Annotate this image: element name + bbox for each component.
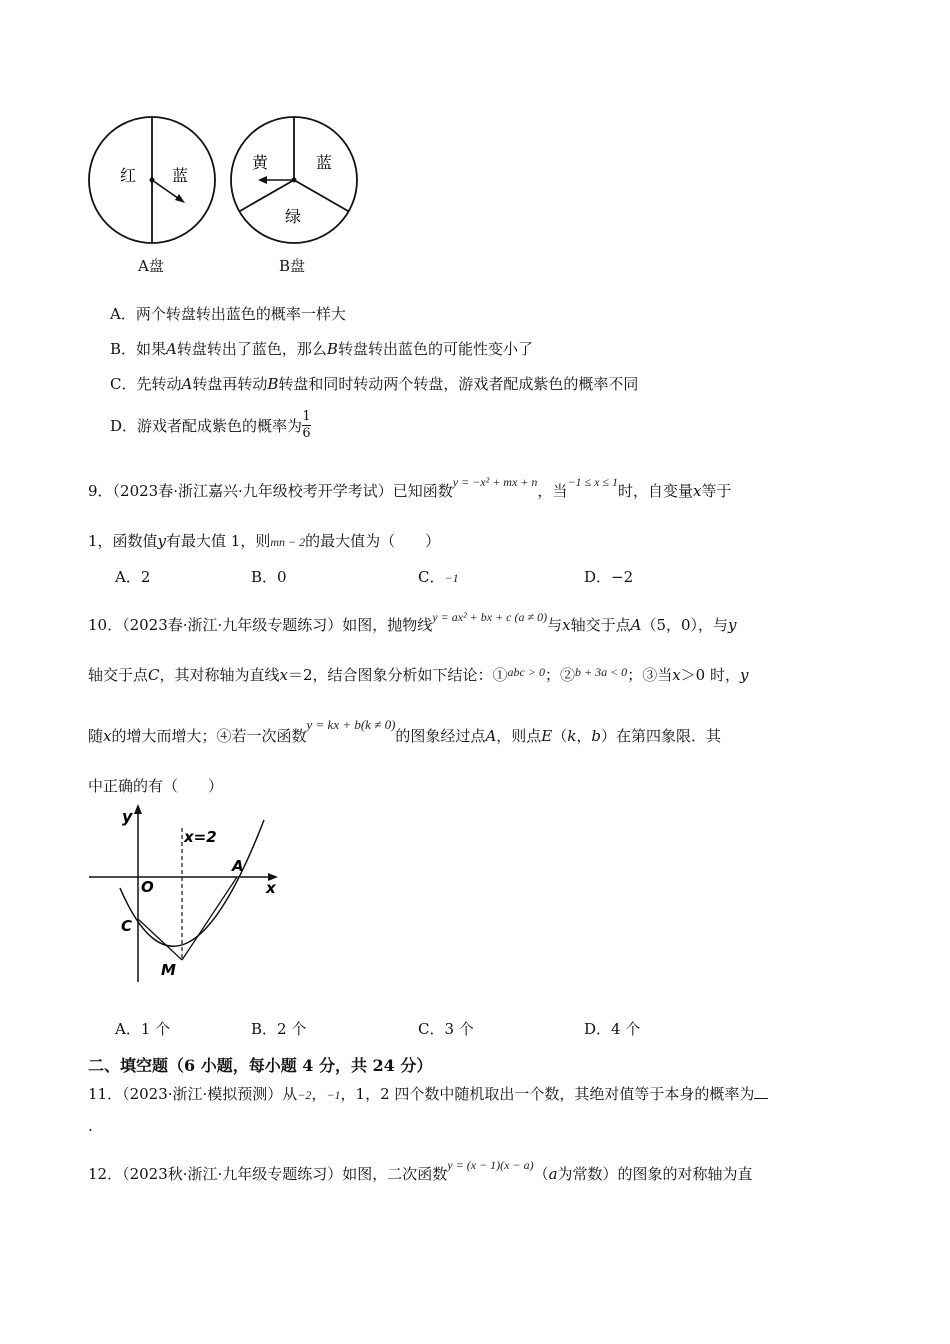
q10-parabola-graph <box>86 800 286 985</box>
q12-line1: 12．（2023秋·浙江·九年级专题练习）如图，二次函数$^{y = (x - 1)(x - a)}$（a为常数）的图象的对称轴为直 <box>88 1158 753 1183</box>
q11-line2: . <box>88 1117 93 1135</box>
spinner-b-blue-label: 蓝 <box>316 153 333 172</box>
q9-line1: 9．（2023春·浙江嘉兴·九年级校考开学考试）已知函数$^{y = -x^2 + mx + n}$，当$^{-1 \le x \le 1}$时，自变量x等于 <box>88 475 732 500</box>
q8-option-c: C．先转动A转盘再转动B转盘和同时转动两个转盘，游戏者配成紫色的概率不同 <box>110 375 639 393</box>
q10-line2: 轴交于点C，其对称轴为直线x＝2，结合图象分析如下结论：①$^{abc > 0}$；②$^{b + 3a < 0}$；③当x＞0 时，y <box>88 665 749 684</box>
q10-option-b: B．2 个 <box>251 1020 307 1038</box>
q9-option-b: B．0 <box>251 568 287 586</box>
q9-option-d: D．−2 <box>584 568 634 586</box>
graph-origin-label: O <box>141 878 154 896</box>
q10-option-d: D．4 个 <box>584 1020 641 1038</box>
q9-line2: 1，函数值y有最大值 1，则mn − 2的最大值为（ ） <box>88 532 441 550</box>
q10-option-a: A．1 个 <box>115 1020 171 1038</box>
q10-line1: 10．（2023春·浙江·九年级专题练习）如图，抛物线$^{y = ax^2 + bx + c (a \ne 0)}$与x轴交于点A（5，0），与y <box>88 610 737 634</box>
graph-point-a-label: A <box>232 857 244 875</box>
graph-point-c-label: C <box>121 917 133 935</box>
q8-option-a: A．两个转盘转出蓝色的概率一样大 <box>110 305 346 323</box>
segment-ma <box>182 877 237 960</box>
spinner-a-red-label: 红 <box>120 166 137 185</box>
spinner-a-figure <box>86 114 218 246</box>
graph-axis-label: x=2 <box>184 828 217 846</box>
q10-line4: 中正确的有（ ） <box>88 777 224 795</box>
answer-blank <box>754 1097 768 1099</box>
q11-line1: 11．（2023·浙江·模拟预测）从−2，−1，1，2 四个数中随机取出一个数，其绝对值等于本身的概率为 <box>88 1083 768 1104</box>
fraction-one-sixth: $\frac{1}{6}$ <box>302 409 311 441</box>
graph-point-m-label: M <box>161 961 176 979</box>
spinner-b-figure <box>228 114 360 246</box>
graph-y-label: y <box>122 807 133 826</box>
section-2-heading: 二、填空题（6 小题，每小题 4 分，共 24 分） <box>88 1056 433 1075</box>
q8-option-d: D．游戏者配成紫色的概率为 $\frac{1}{6}$ <box>110 409 311 441</box>
spinner-a-blue-label: 蓝 <box>172 166 189 185</box>
spinner-a-caption: A盘 <box>138 257 164 275</box>
spinner-b-green-label: 绿 <box>285 207 302 226</box>
spinner-b-caption: B盘 <box>279 257 306 275</box>
spinner-b-yellow-label: 黄 <box>252 153 269 172</box>
q8-option-b: B．如果A转盘转出了蓝色，那么B转盘转出蓝色的可能性变小了 <box>110 340 533 358</box>
segment-cm <box>138 919 182 960</box>
q10-option-c: C．3 个 <box>418 1020 474 1038</box>
q9-option-c: C．−1 <box>418 568 459 586</box>
graph-x-label: x <box>266 879 276 897</box>
q9-option-a: A．2 <box>115 568 151 586</box>
q10-line3: 随x的增大而增大；④若一次函数y = kx + b(k ≠ 0)的图象经过点A，则点E（k，b）在第四象限．其 <box>88 717 721 745</box>
